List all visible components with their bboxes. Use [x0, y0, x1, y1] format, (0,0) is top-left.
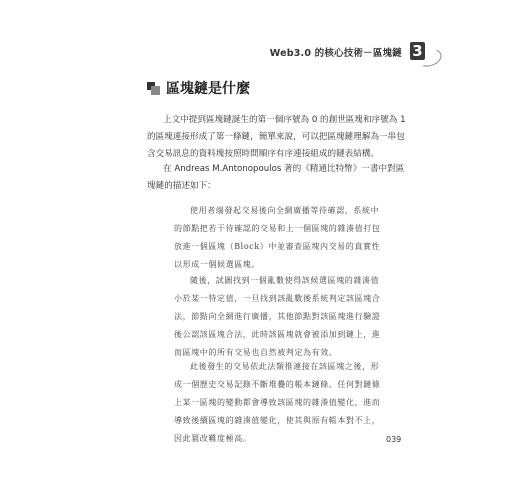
quote-paragraph-3: 此後發生的交易依此法類推連接在該區塊之後，形成一個歷史交易記錄不斷堆疊的帳本鏈條。任何對鏈條上某一區塊的變動都會導致該區塊的雜湊值變化，進而導致後續區塊的雜湊值變化，使其與原有帳本對不上，因此篡改難度極高。	[174, 362, 381, 443]
section-heading	[147, 78, 250, 98]
chapter-badge	[408, 42, 428, 62]
body-paragraph-2: 在 Andreas M.Antonopoulos 著的《精通比特幣》一書中對區塊鏈的描述如下：	[147, 164, 405, 191]
section-square-icon	[147, 82, 160, 95]
running-header	[270, 42, 428, 62]
quote-paragraph-1: 使用者端發起交易後向全網廣播等待確認，系統中的節點把若干待確認的交易和上一個區塊的雜湊值打包放進一個區塊（Block）中並審查區塊內交易的真實性以形成一個候選區塊。	[174, 206, 381, 269]
chapter-number: 3	[410, 42, 425, 60]
running-header-title: Web3.0 的核心技術－區塊鏈	[269, 48, 402, 59]
section-title: 區塊鏈是什麼	[166, 81, 250, 97]
body-paragraph-1: 上文中提到區塊鏈誕生的第一個序號為 0 的創世區塊和序號為 1 的區塊連接形成了第一條鏈，簡單來說，可以把區塊鏈理解為一串包含交易訊息的資料塊按照時間順序有序連接組成的鏈表結構。	[147, 115, 406, 159]
page-number: 039	[386, 435, 402, 444]
quote-paragraph-2: 隨後，試圖找到一個亂數使得該候選區塊的雜湊值小於某一特定值，一旦找到該亂數後系統判定該區塊合法，節點向全網進行廣播，其他節點對該區塊進行驗證後公認該區塊合法，此時該區塊就會被添加到鏈上，進而區塊中的所有交易也自然被判定為有效。	[174, 276, 381, 357]
